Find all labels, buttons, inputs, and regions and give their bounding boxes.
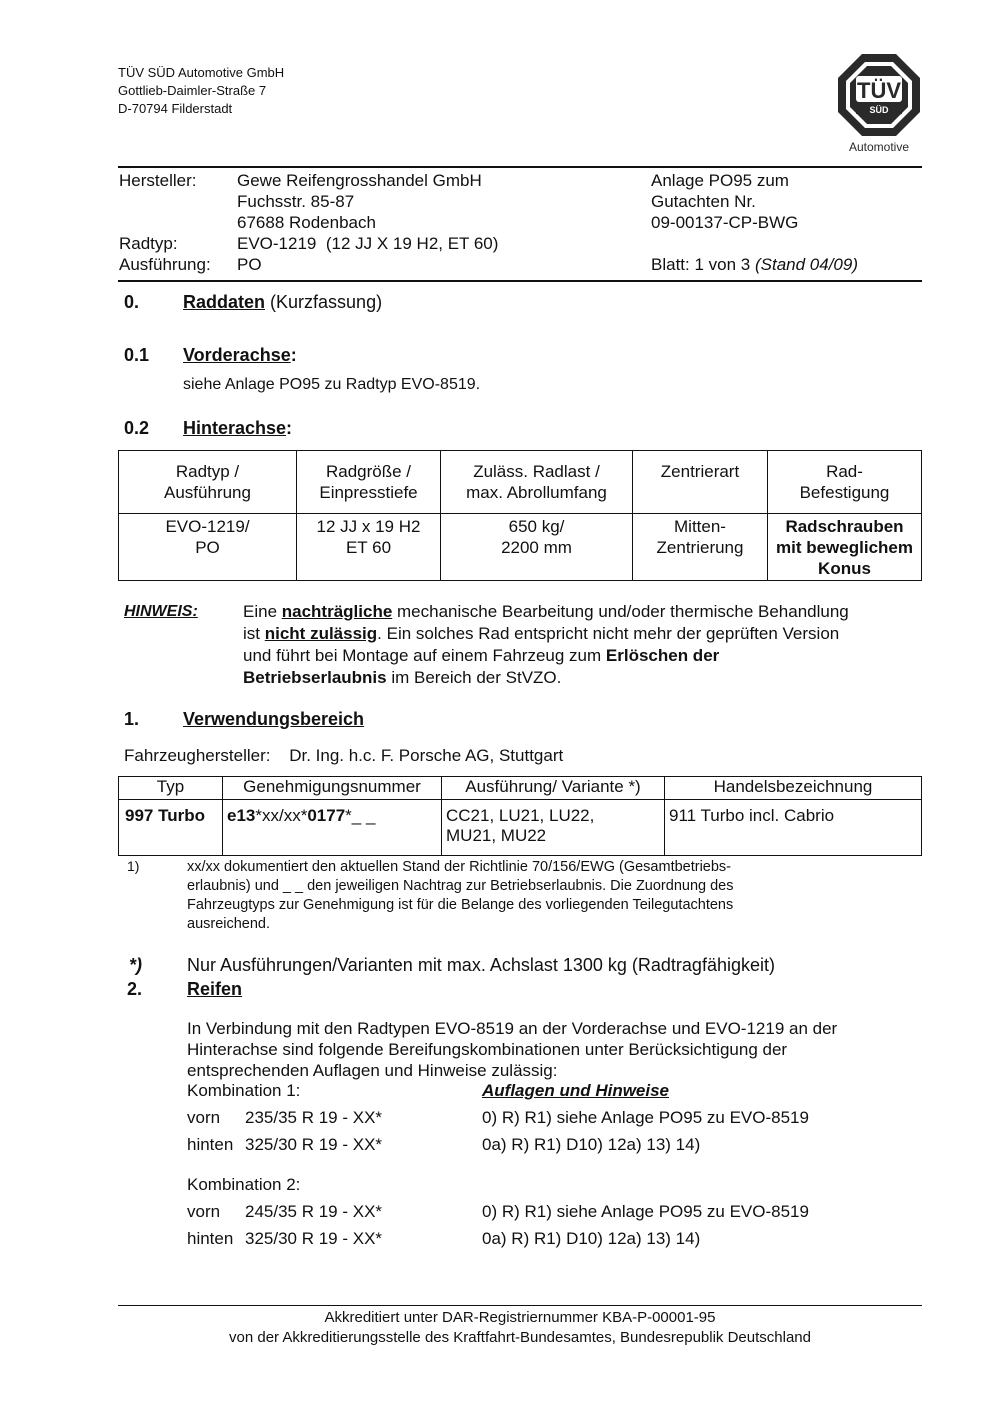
fahrzeughersteller-label: Fahrzeughersteller: [124,746,271,765]
k1-hinten-tyre: 325/30 R 19 - XX* [245,1135,383,1154]
verwendung-row [119,800,922,856]
hersteller-street: Fuchsstr. 85-87 [237,192,355,211]
hersteller-label: Hersteller: [119,171,197,190]
star-text: Nur Ausführungen/Varianten mit max. Achslast 1300 kg (Radtragfähigkeit) [187,955,775,975]
ausfuehrung-label: Ausführung: [119,255,211,274]
section-01-number: 0.1 [124,345,150,365]
k1-hinten-label: hinten [187,1135,234,1154]
rad-table-row [119,514,922,581]
k1-vorn-label: vorn [187,1108,221,1127]
gutachten-line: Gutachten Nr. [651,192,756,211]
logo-caption: Automotive [848,140,910,154]
section-0-title: Raddaten [183,292,266,312]
footer-rule [118,1305,922,1306]
rad-cell-radlast: 650 kg/ 2200 mm [441,514,633,581]
footer [118,1308,922,1348]
hersteller-city: 67688 Rodenbach [237,213,376,232]
v-cell-handel: 911 Turbo incl. Cabrio [665,800,922,856]
rad-header-groesse: Radgröße / Einpresstiefe [297,451,441,514]
rad-header-radtyp: Radtyp / Ausführung [119,451,297,514]
k2-vorn-tyre: 245/35 R 19 - XX* [245,1202,383,1221]
section-01-colon: : [290,345,297,365]
k2-hinten-label: hinten [187,1229,234,1248]
rad-cell-zentrierart: Mitten- Zentrierung [633,514,768,581]
section-0-heading [183,292,382,313]
v-header-handel: Handelsbezeichnung [665,777,922,800]
stand-text: (Stand 04/09) [754,255,858,274]
v-cell-typ: 997 Turbo [119,800,223,856]
k2-vorn-auflagen: 0) R) R1) siehe Anlage PO95 zu EVO-8519 [482,1202,809,1221]
k2-vorn-label: vorn [187,1202,221,1221]
fahrzeughersteller-line [124,746,563,766]
section-0-suffix: (Kurzfassung) [270,292,383,312]
gutachten-number: 09-00137-CP-BWG [651,213,799,232]
section-2-title: Reifen [187,979,243,999]
anlage-line: Anlage PO95 zum [651,171,789,190]
section-02-number: 0.2 [124,418,150,438]
kombination-2-title: Kombination 2: [187,1175,301,1194]
v-header-genehmigung: Genehmigungsnummer [223,777,442,800]
verwendung-header-row [119,777,922,800]
v-cell-variante: CC21, LU21, LU22, MU21, MU22 [442,800,665,856]
rad-header-zentrierart: Zentrierart [633,451,768,514]
company-address [118,64,284,118]
auflagen-heading: Auflagen und Hinweise [482,1081,670,1100]
ausfuehrung-value: PO [237,255,262,274]
logo-sub-text: SÜD [869,105,889,115]
verwendung-table [118,776,922,856]
kombination-1-title: Kombination 1: [187,1081,301,1100]
section-01-text: siehe Anlage PO95 zu Radtyp EVO-8519. [183,376,481,393]
header-top-rule [118,166,922,168]
section-01-heading [183,345,297,366]
footer-line-1: Akkreditiert unter DAR-Registriernummer KBA-P-00001-95 [324,1309,716,1326]
company-street: Gottlieb-Daimler-Straße 7 [118,83,267,98]
section-02-heading [183,418,292,439]
header-bottom-rule [118,280,922,282]
k1-vorn-tyre: 235/35 R 19 - XX* [245,1108,383,1127]
anlage-block [651,170,798,233]
blatt-line [651,254,858,275]
section-1-title: Verwendungsbereich [183,709,365,729]
hersteller-name: Gewe Reifengrosshandel GmbH [237,171,482,190]
tuv-octagon-icon [836,52,922,154]
footnote-number: 1) [127,858,140,874]
radtyp-label: Radtyp: [119,234,178,253]
v-cell-genehmigung: e13*xx/xx*0177*_ _ [223,800,442,856]
tuv-sud-logo [836,52,922,154]
rad-header-befestigung: Rad- Befestigung [768,451,922,514]
section-01-title: Vorderachse [183,345,291,365]
blatt-text: Blatt: 1 von 3 [651,255,751,274]
fahrzeughersteller-value: Dr. Ing. h.c. F. Porsche AG, Stuttgart [289,746,564,765]
rad-cell-groesse: 12 JJ x 19 H2 ET 60 [297,514,441,581]
rad-cell-befestigung: Radschrauben mit beweglichem Konus [768,514,922,581]
company-city: D-70794 Filderstadt [118,101,233,116]
rad-header-radlast: Zuläss. Radlast / max. Abrollumfang [441,451,633,514]
hinweis-label: HINWEIS: [124,603,198,620]
k2-hinten-auflagen: 0a) R) R1) D10) 12a) 13) 14) [482,1229,701,1248]
footer-line-2: von der Akkreditierungsstelle des Kraftfahrt-Bundesamtes, Bundesrepublik Deutschland [229,1329,811,1346]
section-02-colon: : [286,418,293,438]
section-0-number: 0. [124,292,140,312]
k1-vorn-auflagen: 0) R) R1) siehe Anlage PO95 zu EVO-8519 [482,1108,809,1127]
k2-hinten-tyre: 325/30 R 19 - XX* [245,1229,383,1248]
logo-main-text: TÜV [857,78,901,103]
hersteller-block [237,170,482,233]
section-1-number: 1. [124,709,140,729]
rad-table-header-row [119,451,922,514]
v-header-variante: Ausführung/ Variante *) [442,777,665,800]
company-name: TÜV SÜD Automotive GmbH [118,65,285,80]
section-02-title: Hinterachse [183,418,287,438]
v-header-typ: Typ [119,777,223,800]
radtyp-value: EVO-1219 (12 JJ X 19 H2, ET 60) [237,234,499,253]
star-mark: *) [129,955,142,975]
hinweis-text: Eine nachträgliche mechanische Bearbeitung und/oder thermische Behandlung ist nicht zulässig. Ein solches Rad entspricht nicht mehr der geprüften Version und führt bei Montage auf einem Fahrzeug zum Erlöschen der Betriebserlaubnis im Bereich der StVZO. [243,602,849,687]
k1-hinten-auflagen: 0a) R) R1) D10) 12a) 13) 14) [482,1135,701,1154]
footnote-text: xx/xx dokumentiert den aktuellen Stand der Richtlinie 70/156/EWG (Gesamtbetriebs- erlaubnis) und _ _ den jeweiligen Nachtrag zur Betriebserlaubnis. Die Zuordnung des Fahrzeugtyps zur Genehmigung ist für die Belange des vorliegenden Teilegutachtens ausreichend. [187,859,734,932]
reifen-intro: In Verbindung mit den Radtypen EVO-8519 an der Vorderachse und EVO-1219 an der Hinterachse sind folgende Bereifungskombinationen unter Berücksichtigung der entsprechenden Auflagen und Hinweise zulässig: [187,1019,838,1080]
rad-cell-radtyp: EVO-1219/ PO [119,514,297,581]
rad-table [118,450,922,581]
section-2-number: 2. [127,979,143,999]
